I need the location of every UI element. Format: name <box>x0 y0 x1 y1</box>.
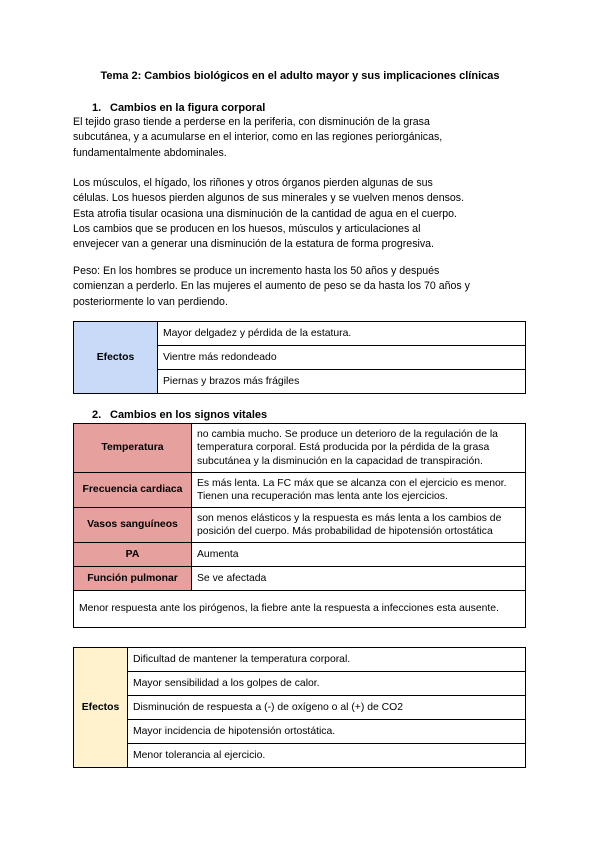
table-row <box>74 591 526 628</box>
text-line: Los cambios que se producen en los huesos, músculos y articulaciones al <box>73 222 421 235</box>
vital-label-pa: PA <box>74 543 192 567</box>
document-title: Tema 2: Cambios biológicos en el adulto mayor y sus implicaciones clínicas <box>100 70 500 82</box>
text-line: subcutánea, y a acumularse en el interior, como en las regiones periorgánicas, <box>73 131 443 144</box>
effect-item: Piernas y brazos más frágiles <box>158 370 526 394</box>
text-line: Peso: En los hombres se produce un incremento hasta los 50 años y después <box>73 265 440 277</box>
section1-number: 1. <box>92 102 102 114</box>
effect-item: Mayor incidencia de hipotensión ortostática. <box>128 720 526 744</box>
effect-item: Disminución de respuesta a (-) de oxígeno o al (+) de CO2 <box>128 696 526 720</box>
vital-signs-table <box>73 423 526 628</box>
section2-heading <box>92 409 267 421</box>
table-row <box>74 744 526 768</box>
effect-item: Vientre más redondeado <box>158 346 526 370</box>
table-row <box>74 473 526 508</box>
vital-label-blood-vessels: Vasos sanguíneos <box>74 508 192 543</box>
effect-item: Mayor sensibilidad a los golpes de calor. <box>128 672 526 696</box>
vital-footnote: Menor respuesta ante los pirógenos, la fiebre ante la respuesta a infecciones esta ausente. <box>74 591 526 628</box>
text-line: comienzan a perderlo. En las mujeres el aumento de peso se da hasta los 70 años y <box>73 280 470 293</box>
body-effects-table <box>73 321 526 394</box>
table-row <box>74 322 526 346</box>
table-row <box>74 508 526 543</box>
vital-text-pa: Aumenta <box>192 543 526 567</box>
text-line: envejecer van a generar una disminución de la estatura de forma progresiva. <box>73 238 434 251</box>
table-row <box>74 696 526 720</box>
effect-item: Mayor delgadez y pérdida de la estatura. <box>158 322 526 346</box>
table-row <box>74 567 526 591</box>
table-row <box>74 672 526 696</box>
table-row <box>74 543 526 567</box>
text-line: Los músculos, el hígado, los riñones y otros órganos pierden algunas de sus <box>73 177 433 189</box>
text-line: posteriormente lo van perdiendo. <box>73 295 228 308</box>
section1-title: Cambios en la figura corporal <box>110 102 266 114</box>
vital-label-temperature: Temperatura <box>74 424 192 473</box>
vital-effects-table <box>73 647 526 768</box>
vital-text-heart-rate: Es más lenta. La FC máx que se alcanza con el ejercicio es menor. Tienen una recuperación mas lenta ante los ejercicios. <box>192 473 526 508</box>
effects-label: Efectos <box>74 648 128 768</box>
vital-text-pulmonary: Se ve afectada <box>192 567 526 591</box>
section1-heading <box>92 102 265 114</box>
paragraph-organs <box>73 176 533 252</box>
table-row <box>74 720 526 744</box>
text-line: fundamentalmente abdominales. <box>73 146 227 159</box>
vital-label-pulmonary: Función pulmonar <box>74 567 192 591</box>
vital-text-blood-vessels: son menos elásticos y la respuesta es más lenta a los cambios de posición del cuerpo. Más probabilidad de hipotensión ortostática <box>192 508 526 543</box>
paragraph-fat-tissue <box>73 115 533 161</box>
section2-number: 2. <box>92 409 102 421</box>
text-line: Esta atrofia tisular ocasiona una disminución de la cantidad de agua en el cuerpo. <box>73 207 457 220</box>
effect-item: Menor tolerancia al ejercicio. <box>128 744 526 768</box>
table-row <box>74 648 526 672</box>
effect-item: Dificultad de mantener la temperatura corporal. <box>128 648 526 672</box>
vital-text-temperature: no cambia mucho. Se produce un deterioro de la regulación de la temperatura corporal. Está producida por la pérdida de la grasa subcutánea y la disminución en la capacidad de transpiración. <box>192 424 526 473</box>
text-line: células. Los huesos pierden algunos de sus minerales y se vuelven menos densos. <box>73 192 465 205</box>
effects-label: Efectos <box>74 322 158 394</box>
text-line: El tejido graso tiende a perderse en la periferia, con disminución de la grasa <box>73 116 430 128</box>
table-row <box>74 424 526 473</box>
section2-title: Cambios en los signos vitales <box>110 409 268 421</box>
vital-label-heart-rate: Frecuencia cardiaca <box>74 473 192 508</box>
paragraph-weight <box>73 264 533 310</box>
